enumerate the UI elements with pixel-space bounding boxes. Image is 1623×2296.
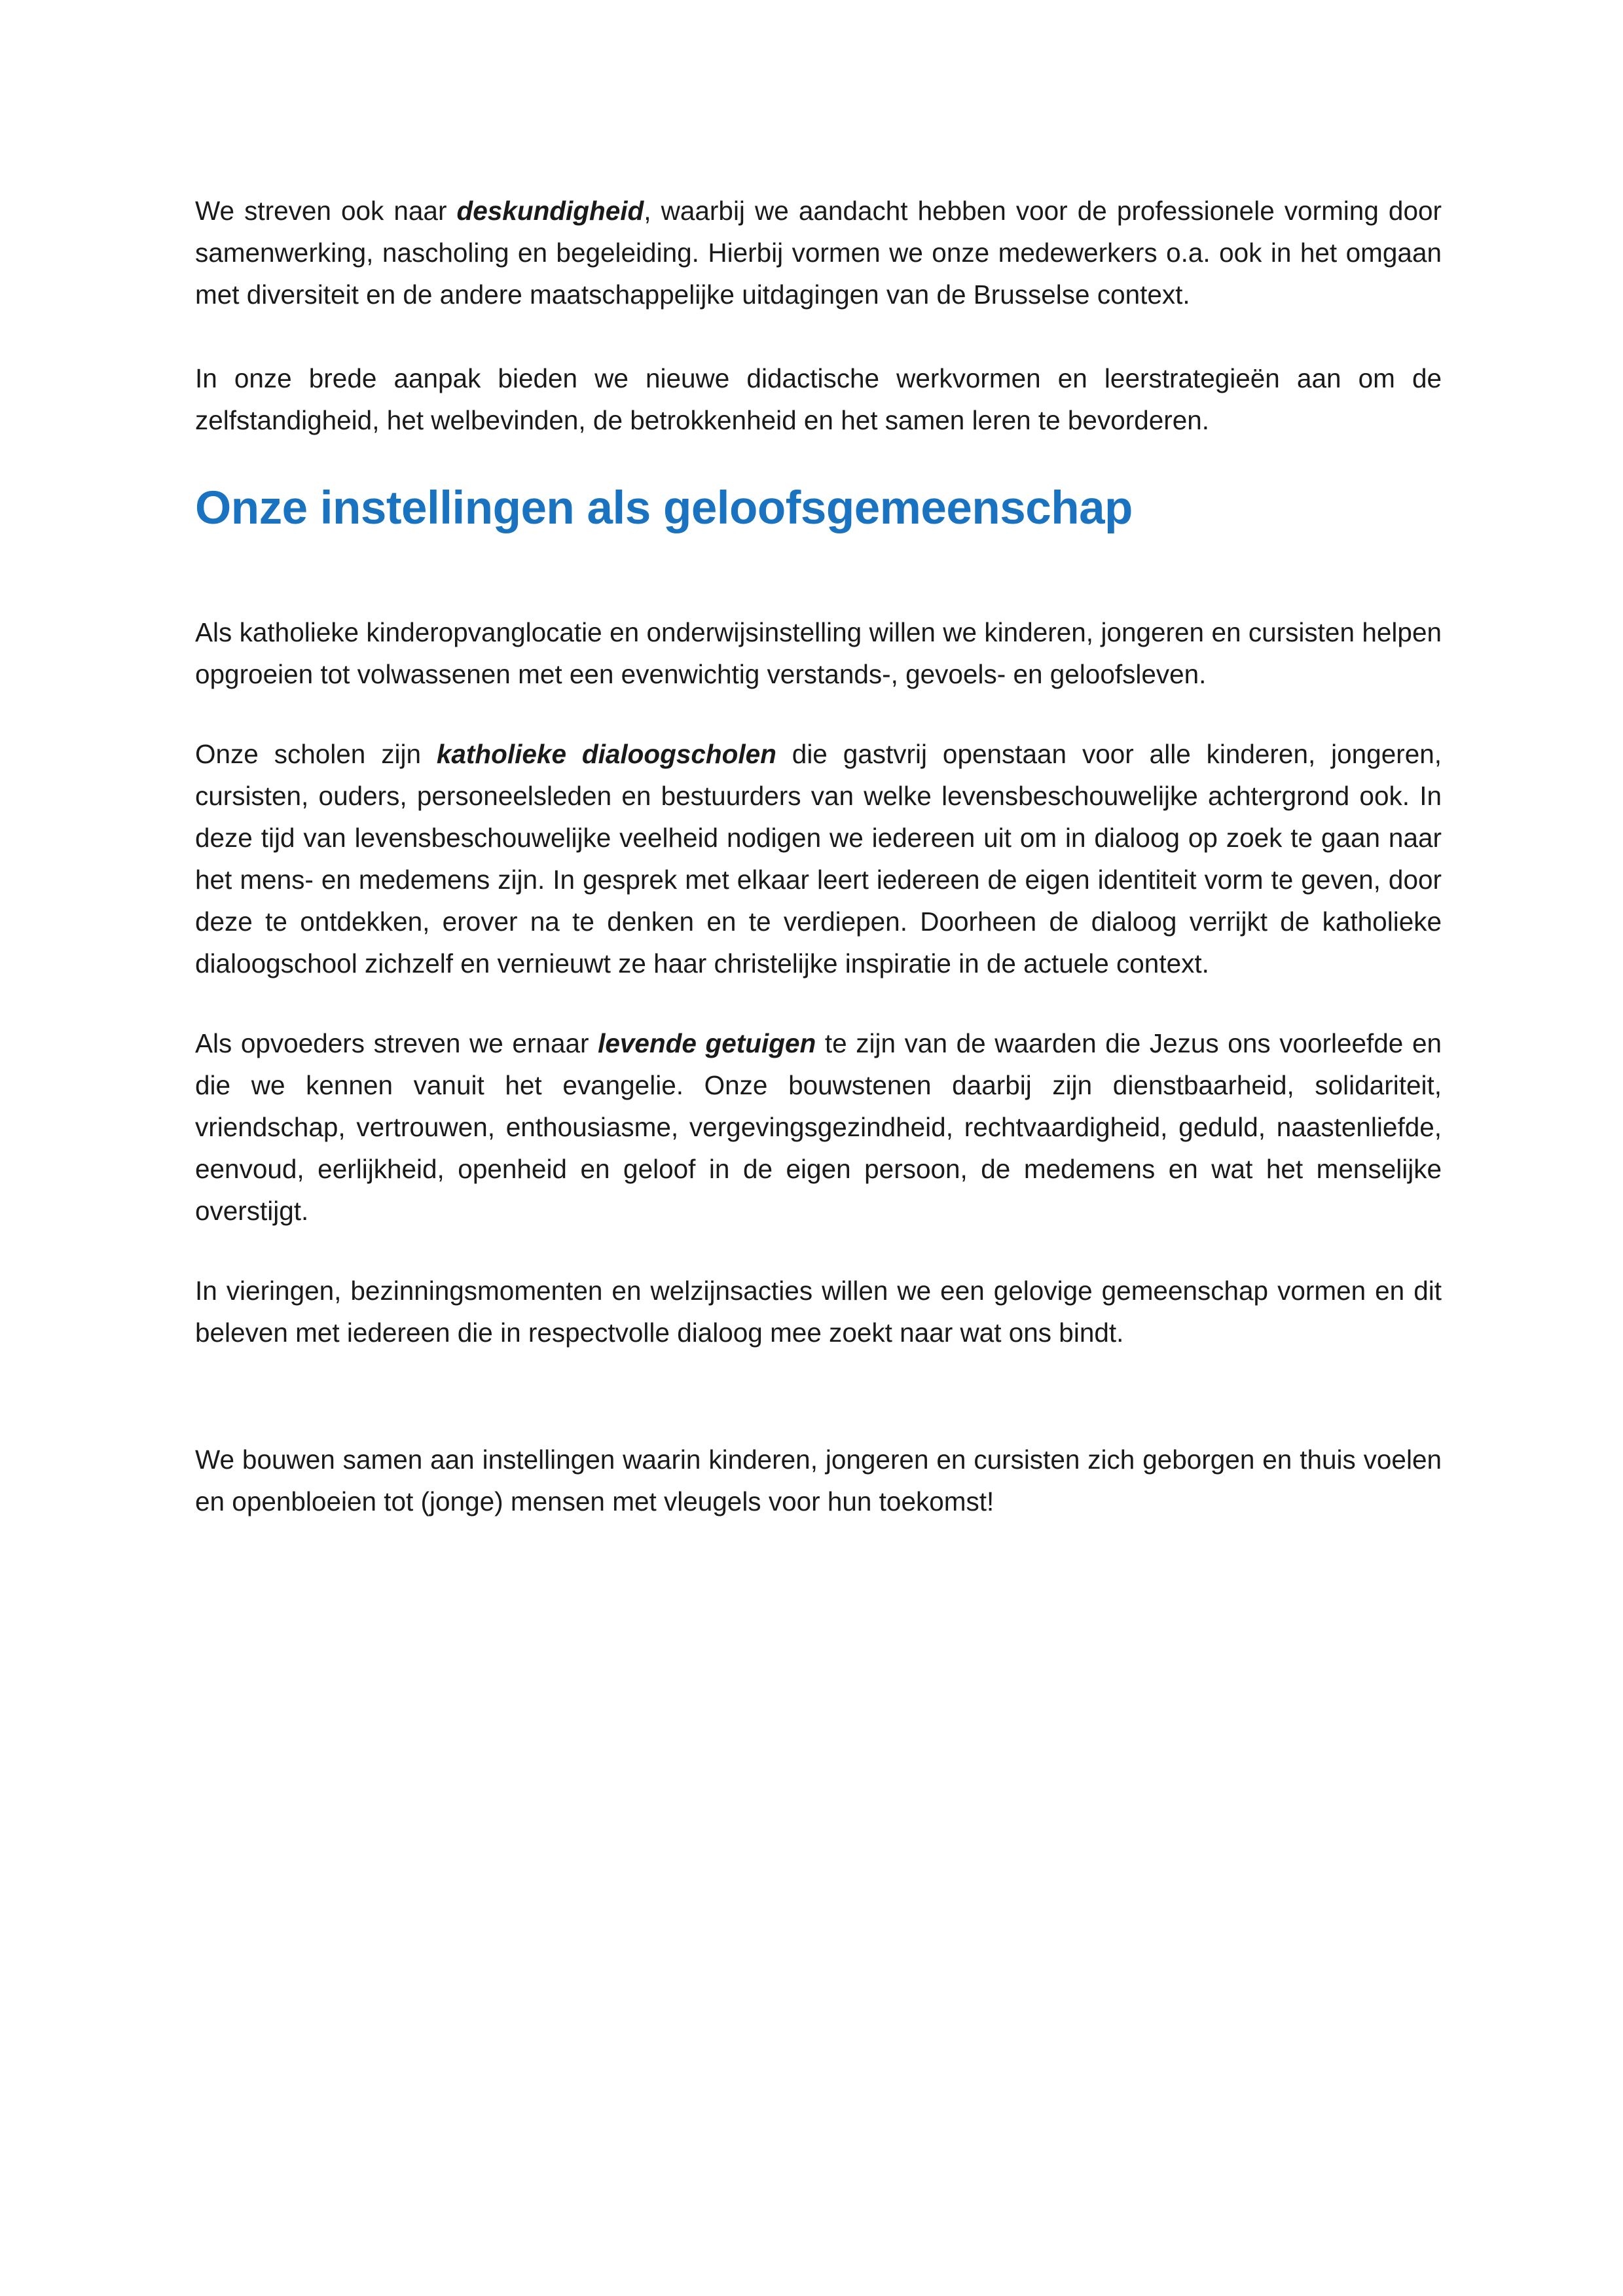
section-paragraph-closing: We bouwen samen aan instellingen waarin kinderen, jongeren en cursisten zich geborgen en thuis voelen en openbloeien tot (jonge) mensen met vleugels voor hun toekomst! [195, 1444, 1442, 1516]
section-p3-before: Als opvoeders streven we ernaar [195, 1028, 598, 1058]
section-p2-after: die gastvrij openstaan voor alle kinderen, jongeren, cursisten, ouders, personeelsleden en bestuurders van welke levensbeschouwelijke achtergrond ook. In deze tijd van levensbeschouwelijke veelheid nodigen we iedereen uit om in dialoog op zoek te gaan naar het mens- en medemens zijn. In gesprek met elkaar leert iedereen de eigen identiteit vorm te geven, door deze te ontdekken, erover na te denken en te verdiepen. Doorheen de dialoog verrijkt de katholieke dialoogschool zichzelf en vernieuwt ze haar christelijke inspiratie in de actuele context. [195, 739, 1442, 978]
intro-p1-after: , waarbij we aandacht hebben voor de professionele vorming door samenwerking, nascholing en begeleiding. Hierbij vormen we onze medewerkers o.a. ook in het omgaan met diversiteit en de andere maatschappelijke uitdagingen van de Brusselse context. [195, 196, 1442, 310]
document-page [195, 190, 1442, 1522]
section-paragraph-catholic: Als katholieke kinderopvanglocatie en onderwijsinstelling willen we kinderen, jongeren en cursisten helpen opgroeien tot volwassenen met een evenwichtig verstands-, gevoels- en geloofsleven. [195, 617, 1442, 689]
emphasis-dialoogscholen: katholieke dialoogscholen [436, 739, 776, 769]
section-heading: Onze instellingen als geloofsgemeenschap [195, 482, 1133, 534]
section-paragraph-celebrations: In vieringen, bezinningsmomenten en welzijnsacties willen we een gelovige gemeenschap vormen en dit beleven met iedereen die in respectvolle dialoog mee zoekt naar wat ons bindt. [195, 1276, 1442, 1348]
intro-p1-before: We streven ook naar [195, 196, 457, 226]
intro-paragraph-expertise [195, 190, 1442, 315]
emphasis-levende-getuigen: levende getuigen [598, 1028, 816, 1058]
emphasis-deskundigheid: deskundigheid [456, 196, 644, 226]
section-paragraph-dialogue-schools [195, 733, 1442, 984]
section-paragraph-witnesses [195, 1022, 1442, 1232]
section-p2-before: Onze scholen zijn [195, 739, 437, 769]
intro-paragraph-approach: In onze brede aanpak bieden we nieuwe didactische werkvormen en leerstrategieën aan om de zelfstandigheid, het welbevinden, de betrokkenheid en het samen leren te bevorderen. [195, 363, 1442, 435]
section-p3-after: te zijn van de waarden die Jezus ons voorleefde en die we kennen vanuit het evangelie. Onze bouwstenen daarbij zijn dienstbaarheid, solidariteit, vriendschap, vertrouwen, enthousiasme, vergevingsgezindheid, rechtvaardigheid, geduld, naastenliefde, eenvoud, eerlijkheid, openheid en geloof in de eigen persoon, de medemens en wat het menselijke overstijgt. [195, 1028, 1442, 1226]
